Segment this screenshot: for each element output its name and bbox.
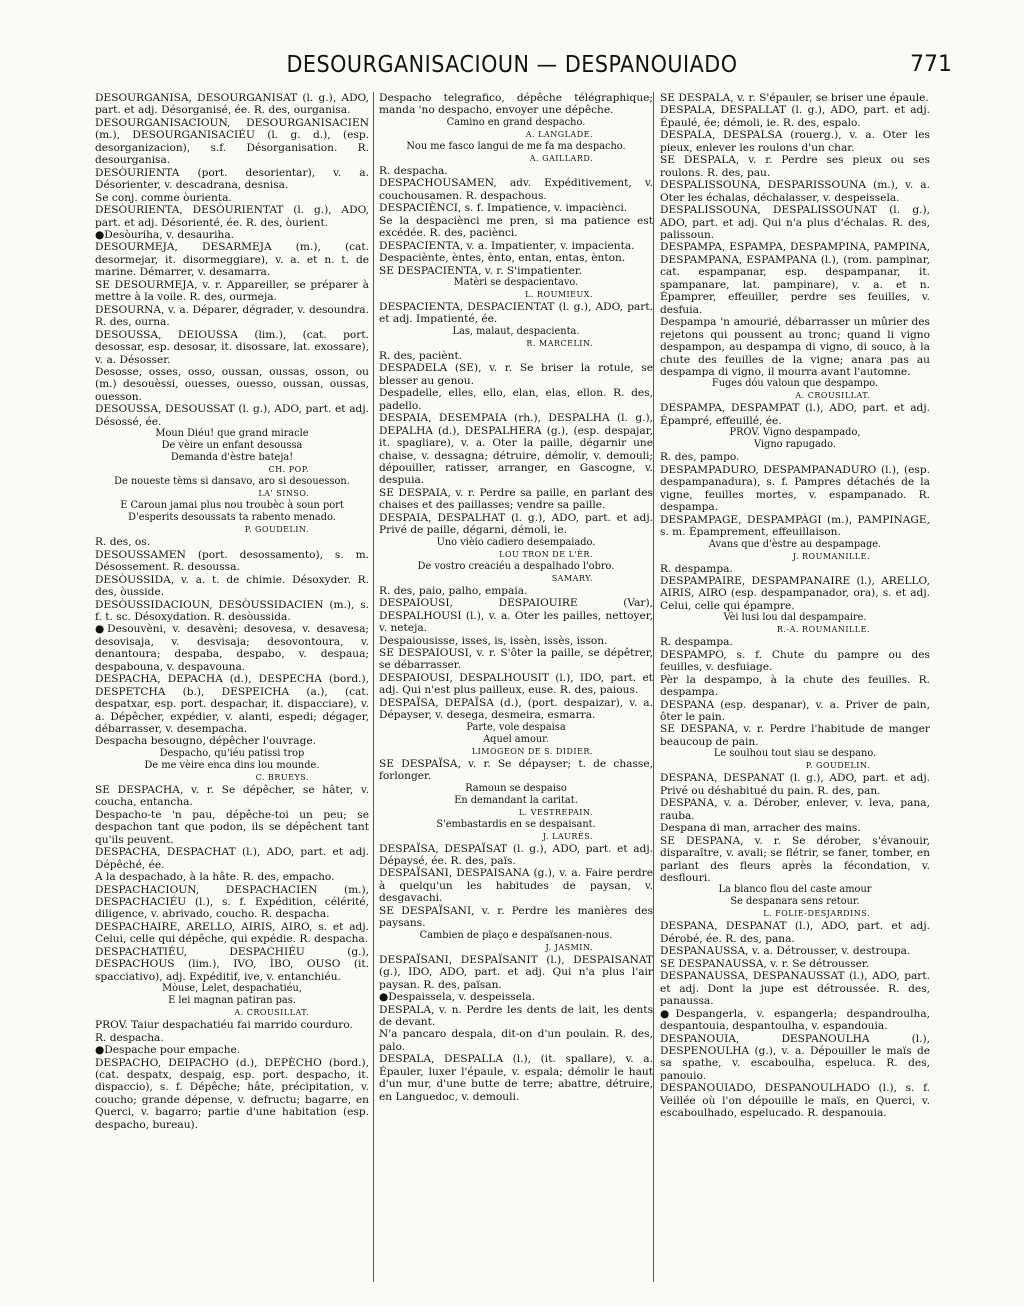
dictionary-entry: SE DESPAIOUSI, v. r. S'ôter la paille, se dépêtrer, se débarrasser. [379, 646, 653, 672]
citation-author: L. FOLIE-DESJARDINS. [763, 909, 870, 919]
dictionary-entry: DESPACHOUSAMEN, adv. Expéditivement, v. couchousamen. R. despachous. [379, 177, 653, 202]
citation-line: Le soulhou tout siau se despano. [713, 748, 877, 760]
citation-author: J. LAURÈS. [542, 831, 593, 841]
citation-author: A. CROUSILLAT. [795, 391, 870, 401]
citation-author: R. MARCELIN. [526, 338, 593, 348]
dictionary-entry: DESPALA, DESPALLA (l.), (it. spallare), v. a. Épauler, luxer l'épaule, v. espala; démolir le haut d'un mur, d'une butte de terre; abattre, détruire, en Languedoc, v. demouli. [379, 1053, 653, 1103]
citation-line: Mòuse, Lelet, despachatiéu, [162, 983, 302, 995]
dictionary-entry: Se conj. comme òurienta. [95, 191, 232, 204]
citation-author: J. ROUMANILLE. [792, 551, 870, 561]
dictionary-entry: DESPACIÈNCI, s. f. Impatience, v. impaciènci. [379, 202, 628, 215]
citation-line: De me vèire enca dins lou mounde. [144, 759, 320, 771]
dictionary-entry: DESPALA, v. n. Perdre les dents de lait, les dents de devant. [379, 1003, 653, 1029]
dictionary-entry: DESPAMPADURO, DESPAMPANADURO (l.), (esp. despampanadura), s. f. Pampres détachés de la vigne, feuilles mortes, v. espampanado. R. despampa. [660, 463, 930, 514]
dictionary-entry: DESPALA, DESPALSA (rouerg.), v. a. Oter les pieux, enlever les roulons d'un char. [660, 129, 930, 154]
dictionary-entry: DESPANOUIA, DESPANOULHA (l.), DESPENOULHA (g.), v. a. Dépouiller le maïs de sa spathe, v. escaboulha, espeluca. R. des, panouio. [660, 1032, 930, 1082]
dictionary-entry: DESPAIOUSI, DESPAIOUIRE (Var), DESPALHOUSI (l.), v. a. Oter les pailles, nettoyer, v. neteja. [379, 597, 653, 635]
dictionary-entry: DESPALISSOUNA, DESPALISSOUNAT (l. g.), ADO, part. et adj. Qui n'a plus d'échalas. R. des, palissoun. [660, 204, 930, 241]
citation-line: Parte, vole despaisa [466, 721, 566, 733]
column-divider [653, 92, 654, 1282]
dictionary-entry: Despaciènte, èntes, ènto, entan, entas, ènton. [379, 252, 626, 265]
citation-line: E lei magnan patiran pas. [168, 995, 296, 1007]
dictionary-entry: Despaiousisse, isses, is, issèn, issès, isson. [379, 634, 608, 647]
dictionary-entry: A la despachado, à la hâte. R. des, empacho. [95, 871, 335, 884]
dictionary-entry: DESOURGANISA, DESOURGANISAT (l. g.), ADO, part. et adj. Désorganisé, ée. R. des, ourganisa. [95, 92, 369, 117]
dictionary-entry: DESPANA (esp. despanar), v. a. Priver de pain, ôter le pain. [660, 698, 930, 724]
citation-line: Camino en grand despacho. [446, 116, 586, 128]
citation-author: LOU TRON DE L'ÈR. [499, 549, 593, 559]
citation-line: Aquel amour. [483, 733, 549, 745]
dictionary-entry: R. despacha. [379, 164, 448, 177]
dictionary-entry: Despadelle, elles, ello, elan, elas, ellon. R. des, padello. [379, 387, 653, 412]
dictionary-entry: ●Despache pour empache. [95, 1044, 241, 1057]
dictionary-entry: DESPAÏSA, DESPAÏSAT (l. g.), ADO, part. et adj. Dépaysé, ée. R. des, païs. [379, 842, 653, 868]
citation-author: L. VESTREPAIN. [518, 807, 593, 817]
dictionary-entry: SE DESPANAUSSA, v. r. Se détrousser. [660, 957, 870, 970]
dictionary-entry: DESPADELA (SE), v. r. Se briser la rotule, se blesser au genou. [379, 362, 653, 387]
citation-author: J. JASMIN. [545, 942, 593, 952]
dictionary-entry: DESOUSSA, DEIOUSSA (lim.), (cat. port. desossar, esp. desosar, it. disossare, lat. exossare), v. a. Désosser. [95, 328, 369, 366]
citation-line: D'esperits desoussats ta rabento menado. [128, 512, 336, 524]
dictionary-entry: N'a pancaro despala, dit-on d'un poulain. R. des, palo. [379, 1028, 653, 1053]
dictionary-entry: DESPAMPO, s. f. Chute du pampre ou des feuilles, v. desfuiage. [660, 648, 930, 674]
dictionary-entry: DESPAÏSANI, DESPAÏSANIT (l.), DESPAISANAT (g.), IDO, ADO, part. et adj. Qui n'a plus l'air paysan. R. des, païsan. [379, 953, 653, 991]
dictionary-entry: Pèr la despampo, à la chute des feuilles. R. despampa. [660, 673, 930, 699]
dictionary-entry: DESÒURIENTA, DESÒURIENTAT (l. g.), ADO, part. et adj. Désorienté, ée. R. des, òurient. [95, 204, 369, 229]
dictionary-entry: ●Despaissela, v. despeissela. [379, 991, 536, 1004]
dictionary-entry: SE DESPALA, v. r. Perdre ses pieux ou ses roulons. R. des, pau. [660, 154, 930, 179]
dictionary-entry: DESPACHAIRE, ARELLO, AIRIS, AIRO, s. et adj. Celui, celle qui dépêche, qui expédie. R. despacha. [95, 920, 369, 946]
dictionary-entry: Desosse, osses, osso, oussan, oussas, osson, ou (m.) desouèssi, ouesses, ouesso, oussan, oussas, ouesson. [95, 365, 369, 403]
column-3 [660, 92, 930, 1282]
dictionary-entry: SE DESPACHA, v. r. Se dépêcher, se hâter, v. coucha, entancha. [95, 783, 369, 809]
dictionary-entry: DESPAÏSA, DEPAÏSA (d.), (port. despaizar), v. a. Dépayser, v. desega, desmeira, esmarra. [379, 696, 653, 722]
dictionary-entry: DESOURGANISACIOUN, DESOURGANISACIEN (m.), DESOURGANISACIÉU (l. g. d.), (esp. desorganizacion), s.f. Désorganisation. R. desourganisa. [95, 116, 369, 167]
dictionary-entry: DESPANA, DESPANAT (l.), ADO, part. et adj. Dérobé, ée. R. des, pana. [660, 920, 930, 945]
dictionary-entry: R. des, paio, palho, empaia. [379, 584, 528, 597]
citation-line: En demandant la caritat. [454, 794, 578, 806]
dictionary-entry: Despacho-te 'n pau, dépêche-toi un peu; se despachon tant que podon, ils se dépêchent tant qu'ils peuvent. [95, 808, 369, 846]
citation-line: Avans que d'èstre au despampage. [708, 538, 882, 550]
page-number: 771 [910, 52, 952, 77]
dictionary-entry: Despacho telegrafico, dépêche télégraphique; manda 'no despacho, envoyer une dépêche. [379, 92, 653, 117]
citation-author: LA' SINSO. [258, 489, 309, 499]
citation-line: Fuges dóu valoun que despampo. [711, 378, 879, 390]
citation-line: Despacho, qu'iéu patissi trop [159, 747, 305, 759]
dictionary-entry: DESÒUSSIDACIOUN, DESÒUSSIDACIEN (m.), s. f. t. sc. Désoxydation. R. desòussida. [95, 598, 369, 623]
dictionary-entry: SE DESPACIENTA, v. r. S'impatienter. [379, 264, 583, 277]
citation-line: Ramoun se despaiso [465, 782, 567, 794]
dictionary-entry: DESPANA, DESPANAT (l. g.), ADO, part. et adj. Privé ou déshabitué du pain. R. des, pan. [660, 772, 930, 797]
dictionary-entry: R. despampa. [660, 636, 733, 649]
dictionary-entry: DESOURNA, v. a. Déparer, dégrader, v. desoundra. R. des, ourna. [95, 303, 369, 329]
column-divider [373, 92, 374, 1282]
citation-author: P. GOUDELIN. [805, 761, 870, 771]
dictionary-entry: ●Desòuriha, v. desauriha. [95, 228, 235, 241]
dictionary-entry: DESPAIA, DESPALHAT (l. g.), ADO, part. et adj. Privé de paille, dégarni, démoli, ie. [379, 511, 653, 537]
dictionary-entry: DESÒURIENTA (port. desorientar), v. a. Désorienter, v. descadrana, desnisa. [95, 166, 369, 192]
citation-line: Cambien de plaço e despaïsanen-nous. [419, 929, 613, 941]
dictionary-entry: DESPAMPA, ESPAMPA, DESPAMPINA, PAMPINA, DESPAMPANA, ESPAMPANA (l.), (rom. pampinar, cat. espampanar, esp. despampanar, it. spampanare, lat. pampinare), v. a. et n. Épamprer, effeuiller, perdre ses feuilles, v. desfuia. [660, 241, 930, 316]
dictionary-entry: DESPANOUIADO, DESPANOULHADO (l.), s. f. Veillée où l'on dépouille le maïs, en Querci, v. escaboulhado, espelucado. R. despanouia. [660, 1082, 930, 1120]
dictionary-entry: Despampa 'n amourié, débarrasser un mûrier des rejetons qui poussent au tronc; quand li vigno despampon, au despampa di vigno, di souco, à la chute des feuilles de la vigne; anara pas au despampa di vigno, il mourra avant l'automne. [660, 316, 930, 378]
dictionary-entry: SE DESPANA, v. r. Se dérober, s'évanouir, disparaître, v. avali; se flétrir, se faner, tomber, en parlant des fleurs après la fécondation, v. desflouri. [660, 834, 930, 885]
citation-author: A. CROUSILLAT. [234, 1008, 309, 1018]
dictionary-entry: R. des, paciènt. [379, 349, 463, 362]
dictionary-entry: DESOUSSA, DESOUSSAT (l. g.), ADO, part. et adj. Désossé, ée. [95, 403, 369, 428]
citation-author: SAMARY. [551, 573, 593, 583]
dictionary-entry: R. des, pampo. [660, 451, 740, 464]
dictionary-entry: DESPAIA, DESEMPAIA (rh.), DESPALHA (l. g.), DEPALHA (d.), DESPALHERA (g.), (esp. despajar, it. spagliare), v. a. Oter la paille, dégarnir une chaise, v. dessagna; détruire, démolir, v. demouli; dépouiller, ratisser, arranger, en Gascogne, v. despuia. [379, 412, 653, 487]
citation-author: LIMOGEON DE S. DIDIER. [471, 746, 593, 756]
column-1 [95, 92, 369, 1282]
dictionary-entry: SE DESPAÏSANI, v. r. Perdre les manières des paysans. [379, 904, 653, 930]
dictionary-entry: ●Despangerla, v. espangerla; despandroulha, despantouia, despantoulha, v. espandouia. [660, 1007, 930, 1033]
dictionary-entry: DESPACHA, DEPACHA (d.), DESPECHA (bord.), DESPETCHA (b.), DESPEICHA (a.), (cat. despatxar, esp. port. despachar, it. dispacciare), v. a. Dépêcher, expédier, v. alanti, espedi; dégager, débarrasser, v. desempacha. [95, 673, 369, 736]
dictionary-entry: DESPAMPAIRE, DESPAMPANAIRE (l.), ARELLO, AIRIS, AIRO (esp. despampanador, ora), s. et adj. Celui, celle qui épampre. [660, 574, 930, 612]
citation-author: P. GOUDELIN. [244, 525, 309, 535]
dictionary-entry: SE DESPANA, v. r. Perdre l'habitude de manger beaucoup de pain. [660, 723, 930, 748]
dictionary-entry: DESPAÏSANI, DESPAISANA (g.), v. a. Faire perdre à quelqu'un les habitudes de paysan, v. desgavachi. [379, 867, 653, 905]
dictionary-entry: DESPACHO, DEIPACHO (d.), DEPÈCHO (bord.), (cat. despatx, despaig, esp. port. despacho, it. dispaccio), s. f. Dépêche; hâte, précipitation, v. coucho; grande dépense, v. defructu; bagarre, en Querci, v. bagarro; partie d'une habitation (esp. despacho, bureau). [95, 1056, 369, 1131]
dictionary-entry: R. despampa. [660, 562, 733, 575]
page-header-title: DESOURGANISACIOUN — DESPANOUIADO [286, 52, 738, 78]
dictionary-entry: DESPACHACIOUN, DESPACHACIEN (m.), DESPACHACIÉU (l.), s. f. Expédition, célérité, diligence, v. abrivado, coucho. R. despacha. [95, 883, 369, 921]
dictionary-entry: R. des, os. [95, 536, 151, 549]
citation-author: CH. POP. [268, 465, 309, 475]
citation-author: L. ROUMIEUX. [525, 289, 593, 299]
citation-line: Nou me fasco langui de me fa ma despacho. [406, 140, 626, 152]
citation-author: A. LANGLADE. [525, 129, 593, 139]
dictionary-entry: R. despacha. [95, 1031, 164, 1044]
citation-line: Vèi lusi lou dal despampaire. [723, 612, 867, 624]
dictionary-entry: DESPAMPA, DESPAMPAT (l.), ADO, part. et adj. Épampré, effeuillé, ée. [660, 402, 930, 427]
dictionary-entry: Despacha besougno, dépêcher l'ouvrage. [95, 735, 316, 748]
citation-line: E Caroun jamai plus nou troubèc à soun port [120, 500, 344, 512]
citation-line: S'embastardis en se despaisant. [436, 818, 596, 830]
dictionary-entry: DESOUSSAMEN (port. desossamento), s. m. Désossement. R. desoussa. [95, 548, 369, 574]
citation-author: C. BRUEYS. [255, 772, 309, 782]
dictionary-entry: SE DESPAÏSA, v. r. Se dépayser; t. de chasse, forlonger. [379, 757, 653, 783]
column-2 [379, 92, 653, 1282]
dictionary-entry: DESPANAUSSA, DESPANAUSSAT (l.), ADO, part. et adj. Dont la jupe est détroussée. R. des, panaussa. [660, 970, 930, 1008]
dictionary-entry: DESPAIOUSI, DESPALHOUSIT (l.), IDO, part. et adj. Qui n'est plus pailleux, euse. R. des, paious. [379, 671, 653, 697]
dictionary-entry: DESOURMEJA, DESARMEJA (m.), (cat. desormejar, it. disormeggiare), v. a. et n. t. de marine. Démarrer, v. desamarra. [95, 241, 369, 279]
citation-line: Matèri se despacientavo. [453, 276, 579, 288]
dictionary-entry: DESPACHA, DESPACHAT (l.), ADO, part. et adj. Dépêché, ée. [95, 846, 369, 871]
citation-line: Vigno rapugado. [754, 439, 836, 451]
citation-line: PROV. Vigno despampado, [729, 427, 861, 439]
citation-line: Las, malaut, despacienta. [452, 325, 580, 337]
dictionary-entry: SE DESPAIA, v. r. Perdre sa paille, en parlant des chaises et des paillasses; vendre sa paille. [379, 486, 653, 512]
dictionary-entry: Despana di man, arracher des mains. [660, 822, 861, 835]
dictionary-entry: DESPACIENTA, v. a. Impatienter, v. impacienta. [379, 239, 635, 252]
dictionary-entry: DESPANAUSSA, v. a. Détrousser, v. destroupa. [660, 945, 911, 958]
dictionary-entry: SE DESPALA, v. r. S'épauler, se briser une épaule. [660, 92, 929, 104]
dictionary-entry: ●Desouvèni, v. desavèni; desovesa, v. desavesa; desovisaja, v. desvisaja; desovontoura, v. denantoura; despaba, despabo, v. despaua; despabouna, v. despavouna. [95, 623, 369, 673]
dictionary-entry: DESPACHATIÉU, DESPACHIÉU (g.), DESPACHOUS (lim.), IVO, ÌBO, OUSO (it. spacciativo), adj. Expéditif, ive, v. entanchiéu. [95, 945, 369, 983]
citation-line: Se despanara sens retour. [730, 896, 860, 908]
citation-line: Demanda d'èstre bateja! [170, 452, 294, 464]
dictionary-entry: DESÒUSSIDA, v. a. t. de chimie. Désoxyder. R. des, òusside. [95, 573, 369, 599]
citation-line: Uno vièio cadiero desempaiado. [436, 536, 596, 548]
dictionary-entry: PROV. Taiur despachatiéu fai marrido courduro. [95, 1019, 353, 1032]
dictionary-entry: DESPACIENTA, DESPACIENTAT (l. g.), ADO, part. et adj. Impatienté, ée. [379, 300, 653, 326]
citation-line: De noueste tèms si dansavo, aro si desouesson. [114, 476, 350, 488]
dictionary-entry: SE DESOURMEJA, v. r. Appareiller, se préparer à mettre à la voile. R. des, ourmeja. [95, 278, 369, 304]
citation-author: R.-A. ROUMANILLE. [776, 625, 870, 635]
citation-line: De vèire un enfant desoussa [161, 440, 303, 452]
citation-line: De vostro creaciéu a despalhado l'obro. [417, 560, 615, 572]
dictionary-entry: DESPANA, v. a. Dérober, enlever, v. leva, pana, rauba. [660, 797, 930, 822]
dictionary-entry: DESPALISSOUNA, DESPARISSOUNA (m.), v. a. Oter les échalas, déchalasser, v. despeissela. [660, 179, 930, 204]
citation-line: Moun Diéu! que grand miracle [155, 428, 309, 440]
dictionary-entry: DESPAMPAGE, DESPAMPÀGI (m.), PAMPINAGE, s. m. Épamprement, effeuillaison. [660, 513, 930, 539]
dictionary-entry: Se la despaciènci me pren, si ma patience est excédée. R. des, paciènci. [379, 214, 653, 240]
citation-line: La blanco flou del caste amour [718, 884, 872, 896]
citation-author: A. GAILLARD. [529, 153, 593, 163]
dictionary-entry: DESPALA, DESPALLAT (l. g.), ADO, part. et adj. Épaulé, ée; démoli, ie. R. des, espalo. [660, 104, 930, 129]
